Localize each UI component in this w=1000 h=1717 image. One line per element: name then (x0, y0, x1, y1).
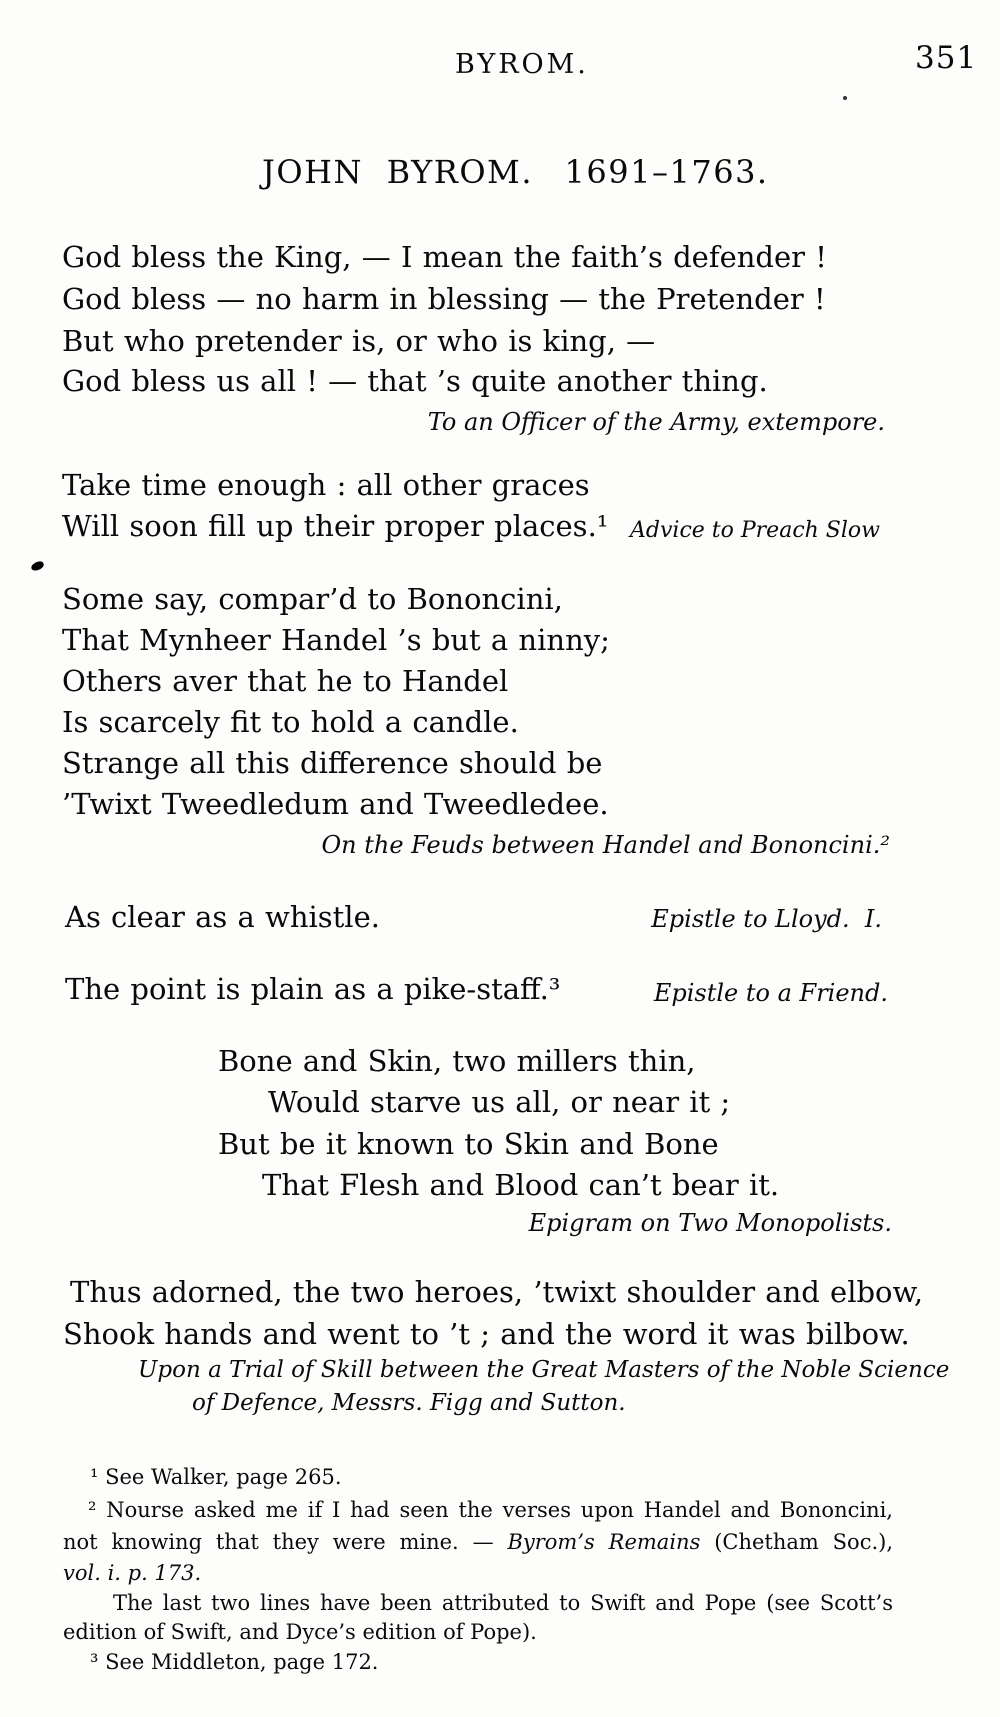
footnote-2-line-2 (63, 1531, 893, 1554)
footnote-2-work-title: Byrom’s Remains (507, 1530, 701, 1554)
epigram-3-attribution: On the Feuds between Handel and Bononcini.² (321, 831, 890, 859)
epigram-2-attribution: Advice to Preach Slow (630, 518, 880, 543)
ink-speck (30, 560, 45, 572)
epigram-3-line-3: Others aver that he to Handel (62, 664, 509, 698)
epigram-7-attribution-line-1: Upon a Trial of Skill between the Great Masters of the Noble Science (138, 1357, 950, 1383)
epigram-3-line-1: Some say, compar’d to Bononcini, (62, 582, 563, 616)
epigram-6-attribution: Epigram on Two Monopolists. (528, 1209, 892, 1237)
section-title: JOHN BYROM. 1691–1763. (262, 153, 769, 191)
epigram-4-attribution: Epistle to Lloyd. I. (651, 905, 882, 933)
footnote-1: ¹ See Walker, page 265. (90, 1465, 342, 1489)
epigram-2-line-2: Will soon fill up their proper places.¹ (62, 509, 609, 543)
epigram-3-line-5: Strange all this difference should be (62, 746, 603, 780)
epigram-6-line-3: But be it known to Skin and Bone (218, 1127, 719, 1161)
ink-dot (843, 96, 847, 100)
running-header: BYROM. (455, 49, 589, 80)
epigram-1-line-3: But who pretender is, or who is king, — (62, 324, 656, 358)
epigram-5-attribution: Epistle to a Friend. (653, 979, 888, 1007)
epigram-6-line-4: That Flesh and Blood can’t bear it. (262, 1168, 780, 1202)
epigram-2-line-1: Take time enough : all other graces (62, 468, 590, 502)
page-number: 351 (915, 40, 978, 76)
epigram-7-line-1: Thus adorned, the two heroes, ’twixt shoulder and elbow, (70, 1275, 924, 1309)
epigram-7-attribution-line-2: of Defence, Messrs. Figg and Sutton. (192, 1390, 626, 1416)
epigram-3-line-2: That Mynheer Handel ’s but a ninny; (62, 623, 610, 657)
epigram-1-line-2: God bless — no harm in blessing — the Pretender ! (62, 282, 826, 316)
footnote-2-line-2-text: not knowing that they were mine. — (63, 1530, 508, 1554)
epigram-6-line-1: Bone and Skin, two millers thin, (218, 1044, 696, 1078)
epigram-7-line-2: Shook hands and went to ’t ; and the word it was bilbow. (63, 1317, 910, 1351)
epigram-5-line-1: The point is plain as a pike-staff.³ (65, 972, 561, 1006)
footnote-2-line-1: ² Nourse asked me if I had seen the verses upon Handel and Bononcini, (88, 1498, 893, 1522)
epigram-4-line-1: As clear as a whistle. (65, 900, 380, 934)
epigram-1-line-4: God bless us all ! — that ’s quite another thing. (62, 364, 768, 398)
footnote-3: ³ See Middleton, page 172. (90, 1650, 379, 1674)
footnote-2-line-4: The last two lines have been attributed to Swift and Pope (see Scott’s (113, 1591, 893, 1615)
footnote-2-line-5: edition of Swift, and Dyce’s edition of Pope). (63, 1620, 537, 1644)
footnote-2-line-3: vol. i. p. 173. (63, 1561, 202, 1585)
epigram-3-line-6: ’Twixt Tweedledum and Tweedledee. (62, 787, 609, 821)
epigram-1-attribution: To an Officer of the Army, extempore. (427, 408, 885, 436)
epigram-3-line-4: Is scarcely fit to hold a candle. (62, 705, 519, 739)
epigram-1-line-1: God bless the King, — I mean the faith’s defender ! (62, 240, 827, 274)
footnote-2-line-2-text-cont: (Chetham Soc.), (700, 1530, 893, 1554)
epigram-6-line-2: Would starve us all, or near it ; (268, 1085, 731, 1119)
